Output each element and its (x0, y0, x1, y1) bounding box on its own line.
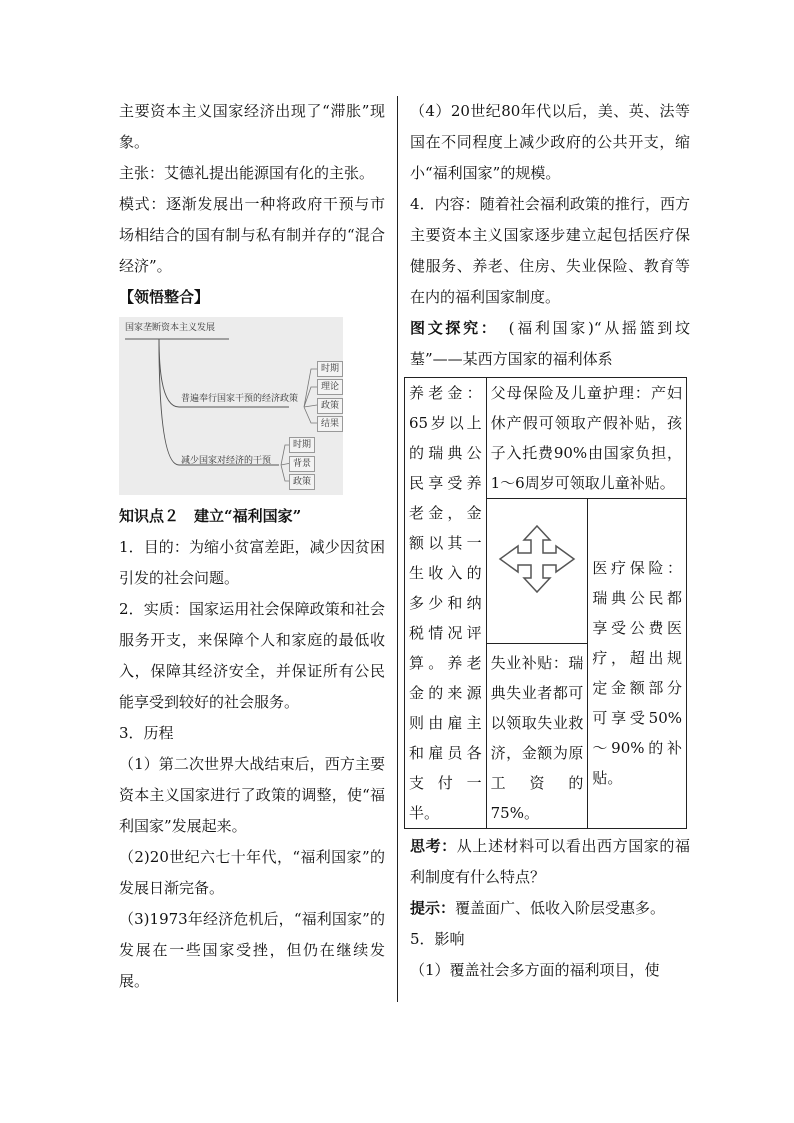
mind-map-figure (119, 317, 343, 495)
mind-map-node: 政策 (317, 398, 343, 414)
mind-map-node: 时期 (289, 437, 315, 453)
unemployment-cell: 失业补贴：瑞典失业者都可以领取失业救济，金额为原工资的75%。 (486, 644, 588, 829)
hint-text: 覆盖面广、低收入阶层受惠多。 (455, 899, 666, 917)
mind-map-root: 国家垄断资本主义发展 (125, 323, 216, 333)
mind-map-node: 结果 (317, 416, 343, 432)
mind-map-node: 理论 (317, 379, 343, 395)
four-way-arrow-icon (498, 524, 576, 594)
item-essence: 2．实质：国家运用社会保障政策和社会服务开支，来保障个人和家庭的最低收入，保障其经济安全，并保证所有公民能享受到较好的社会服务。 (119, 600, 385, 711)
item-impact: 5．影响 (410, 930, 465, 948)
history-step-2: （2)20世纪六七十年代，“福利国家”的发展日渐完备。 (119, 848, 385, 897)
section-title: 【领悟整合】 (119, 288, 210, 306)
pension-cell: 养老金：65岁以上的瑞典公民享受养老金，金额以其一生收入的多少和纳税情况评算。养老金的来源则由雇主和雇员各支付一半。 (405, 378, 487, 829)
column-divider (397, 96, 398, 1002)
hint-paragraph (410, 893, 690, 924)
item-history: 3．历程 (119, 724, 174, 742)
item-content: 4．内容：随着社会福利政策的推行，西方主要资本主义国家逐步建立起包括医疗保健服务、养老、住房、失业保险、教育等在内的福利国家制度。 (410, 195, 690, 306)
paragraph-proposal: 主张：艾德礼提出能源国有化的主张。 (119, 164, 375, 182)
think-text: 从上述材料可以看出西方国家的福利制度有什么特点？ (410, 837, 690, 886)
medical-cell: 医疗保险：瑞典公民都享受公费医疗，超出规定金额部分可享受50%～90%的补贴。 (588, 499, 687, 829)
history-step-4: （4）20世纪80年代以后，美、英、法等国在不同程度上减少政府的公共开支，缩小“福利国家”的规模。 (410, 102, 690, 182)
think-label: 思考： (410, 837, 457, 855)
history-step-1: （1）第二次世界大战结束后，西方主要资本主义国家进行了政策的调整，使“福利国家”发展起来。 (119, 755, 385, 835)
right-column (410, 96, 690, 986)
mind-map-node: 背景 (289, 456, 315, 472)
paragraph-stagflation: 主要资本主义国家经济出现了“滞胀”现象。 (119, 102, 385, 151)
knowledge-point-title: 知识点２ 建立“福利国家” (119, 507, 302, 525)
explore-text: (福利国家)“从摇篮到坟墓”——某西方国家的福利体系 (410, 319, 690, 368)
mind-map-node: 政策 (289, 474, 315, 490)
maternity-cell: 父母保险及儿童护理：产妇休产假可领取产假补贴，孩子入托费90%由国家负担，1～6周岁可领取儿童补贴。 (486, 378, 686, 499)
mind-map-branch-intervention: 普遍奉行国家干预的经济政策 (181, 394, 299, 404)
explore-paragraph (410, 313, 690, 375)
paragraph-mixed-economy: 模式：逐渐发展出一种将政府干预与市场相结合的国有制与私有制并存的“混合经济”。 (119, 195, 385, 275)
explore-label: 图文探究： (410, 319, 491, 337)
hint-label: 提示： (410, 899, 456, 917)
mind-map-node: 时期 (317, 361, 343, 377)
left-column (119, 96, 385, 997)
impact-step-1: （1）覆盖社会多方面的福利项目，使 (410, 961, 660, 979)
mind-map-branch-reduce: 减少国家对经济的干预 (181, 456, 272, 466)
arrow-cell (486, 499, 588, 644)
welfare-table (404, 377, 687, 829)
think-paragraph (410, 831, 690, 893)
history-step-3: （3)1973年经济危机后，“福利国家”的发展在一些国家受挫，但仍在继续发展。 (119, 910, 385, 990)
item-purpose: 1．目的：为缩小贫富差距，减少因贫困引发的社会问题。 (119, 538, 385, 587)
